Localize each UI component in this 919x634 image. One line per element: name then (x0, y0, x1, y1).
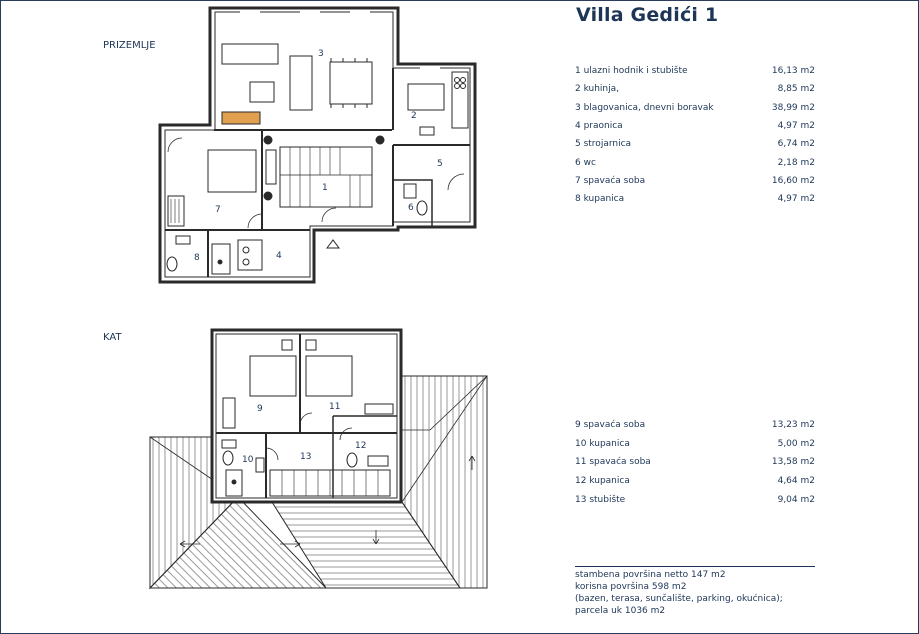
upper-floor-plan (150, 330, 487, 588)
room-name: 2 kuhinja, (575, 84, 620, 95)
plan-number: 4 (276, 251, 282, 261)
room-area: 8,85 m2 (777, 84, 815, 95)
plan-number: 12 (355, 441, 367, 451)
plan-number: 1 (322, 183, 328, 193)
plan-number: 6 (408, 203, 414, 213)
room-name: 9 spavaća soba (575, 420, 646, 430)
room-name: 1 ulazni hodnik i stubište (575, 66, 688, 76)
room-name: 5 strojarnica (575, 139, 632, 150)
room-area: 4,97 m2 (777, 120, 815, 131)
summary-line: (bazen, terasa, sunčalište, parking, okućnica); (575, 594, 783, 604)
room-name: 10 kupanica (575, 438, 630, 449)
room-area: 13,58 m2 (771, 457, 815, 468)
plan-number: 13 (300, 452, 312, 462)
room-name: 6 wc (575, 157, 596, 168)
room-area: 6,74 m2 (777, 139, 815, 150)
room-area: 16,13 m2 (771, 66, 815, 76)
room-name: 12 kupanica (575, 476, 630, 487)
room-name: 8 kupanica (575, 194, 625, 205)
page-title: Villa Gedići 1 (576, 4, 719, 26)
plan-number: 10 (242, 455, 254, 465)
plan-number: 2 (411, 111, 417, 121)
plan-number: 3 (318, 49, 324, 59)
ground-floor-label: PRIZEMLJE (103, 40, 156, 51)
room-area: 38,99 m2 (771, 102, 815, 113)
room-area: 4,97 m2 (777, 194, 815, 205)
room-area: 2,18 m2 (777, 157, 815, 168)
summary-line: parcela uk 1036 m2 (575, 606, 666, 616)
summary-line: stambena površina netto 147 m2 (575, 570, 726, 580)
room-name: 4 praonica (575, 120, 623, 131)
room-name: 13 stubište (575, 494, 626, 505)
room-area: 16,60 m2 (771, 175, 815, 186)
plan-number: 8 (194, 253, 200, 263)
plan-number: 9 (257, 404, 263, 414)
room-name: 3 blagovanica, dnevni boravak (575, 102, 714, 113)
room-name: 11 spavaća soba (575, 457, 651, 468)
summary-line: korisna površina 598 m2 (575, 582, 687, 592)
plan-number: 7 (215, 205, 221, 215)
room-area: 9,04 m2 (777, 494, 815, 505)
upper-floor-label: KAT (103, 332, 122, 343)
room-name: 7 spavaća soba (575, 175, 646, 186)
plan-number: 5 (437, 159, 443, 169)
plan-number: 11 (329, 402, 341, 412)
room-area: 13,23 m2 (771, 420, 815, 430)
room-area: 5,00 m2 (777, 438, 815, 449)
room-area: 4,64 m2 (777, 476, 815, 487)
